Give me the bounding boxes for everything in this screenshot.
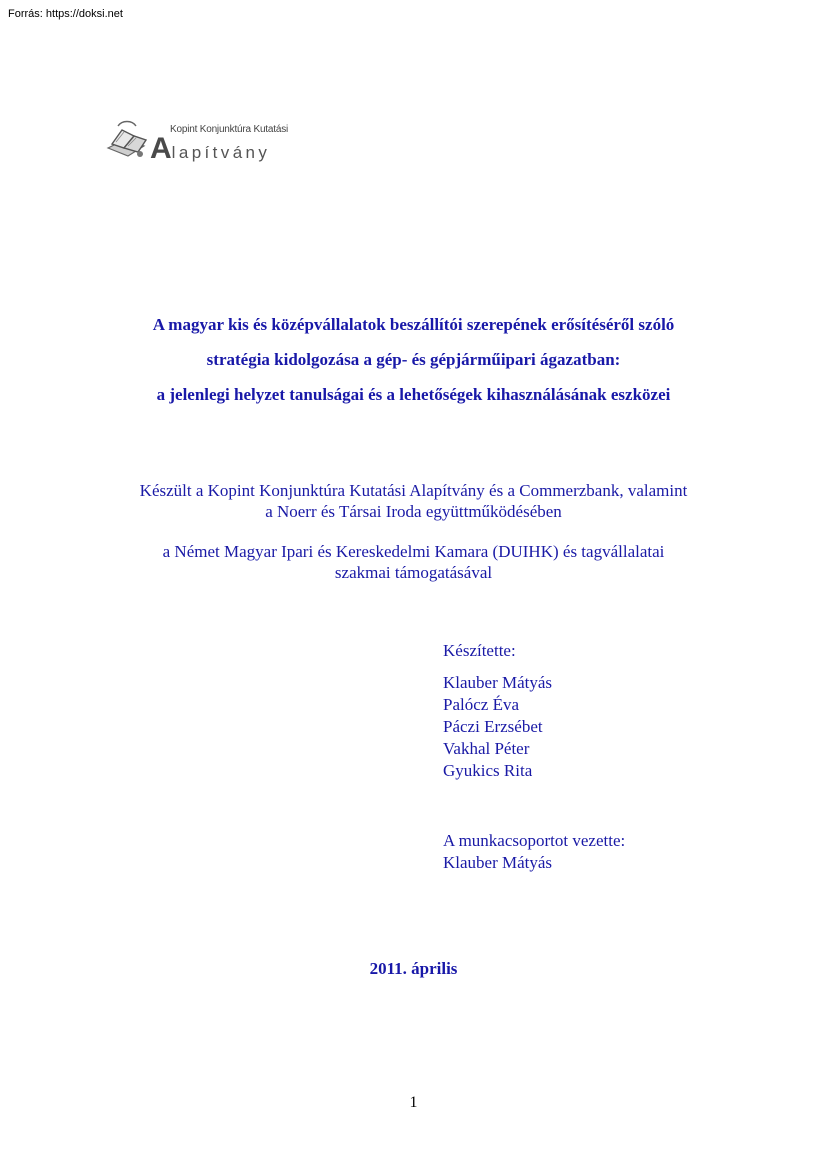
- authors-label: Készítette:: [443, 641, 516, 660]
- leader-name: Klauber Mátyás: [443, 853, 553, 872]
- logo-text-top: Kopint Konjunktúra Kutatási: [170, 124, 289, 135]
- authors-block: [443, 640, 552, 782]
- title-line-2: stratégia kidolgozása a gép- és gépjárműipari ágazatban:: [206, 350, 621, 369]
- prepared-line-1: Készült a Kopint Konjunktúra Kutatási Alapítvány és a Commerzbank, valamint: [139, 481, 688, 500]
- leader-block: [443, 830, 625, 874]
- prepared-by-paragraph: [60, 480, 767, 522]
- page-number: 1: [409, 1094, 418, 1111]
- prepared-line-2: a Noerr és Társai Iroda együttműködésében: [265, 502, 562, 521]
- author-name: Vakhal Péter: [443, 739, 530, 758]
- author-name: Palócz Éva: [443, 695, 519, 714]
- author-name: Klauber Mátyás: [443, 673, 553, 692]
- author-name: Páczi Erzsébet: [443, 717, 543, 736]
- logo-text-rest: lapítvány: [171, 143, 271, 162]
- logo-big-letter: A: [150, 132, 172, 165]
- source-note: Forrás: https://doksi.net: [8, 8, 123, 20]
- prepared-line-3: a Német Magyar Ipari és Kereskedelmi Kamara (DUIHK) és tagvállalatai: [162, 542, 665, 561]
- support-paragraph: [60, 541, 767, 583]
- books-icon: [104, 118, 152, 162]
- prepared-line-4: szakmai támogatásával: [334, 563, 493, 582]
- title-line-1: A magyar kis és középvállalatok beszállítói szerepének erősítéséről szóló: [152, 315, 675, 334]
- kopint-logo: [104, 118, 304, 166]
- leader-label: A munkacsoportot vezette:: [443, 831, 626, 850]
- author-name: Gyukics Rita: [443, 761, 533, 780]
- title-line-3: a jelenlegi helyzet tanulságai és a lehetőségek kihasználásának eszközei: [156, 385, 671, 404]
- document-title: [60, 314, 767, 419]
- document-date: 2011. április: [369, 959, 458, 978]
- logo-text-bottom: [150, 132, 270, 166]
